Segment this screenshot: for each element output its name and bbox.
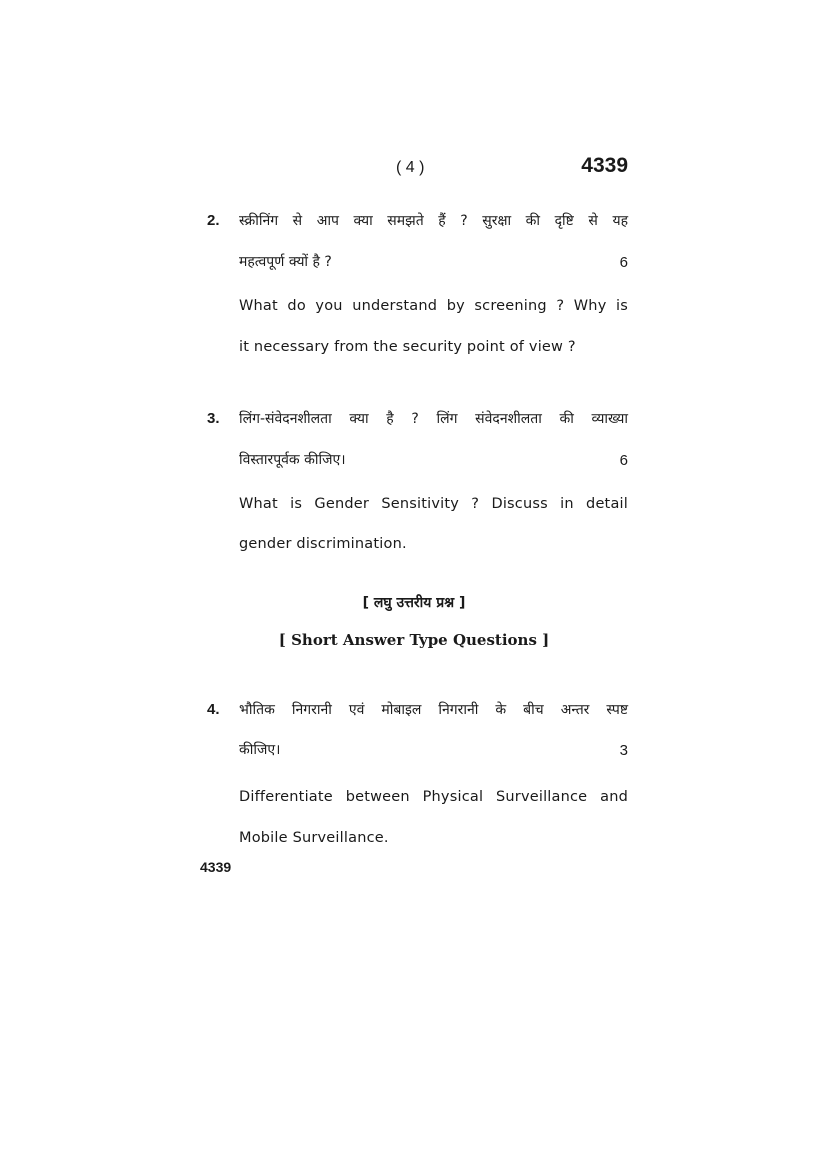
question-hindi-line: विस्तारपूर्वक कीजिए। bbox=[239, 452, 346, 468]
question-hindi-line: महत्वपूर्ण क्यों है ? bbox=[239, 254, 332, 270]
page-number: ( 4 ) bbox=[396, 159, 425, 176]
question-marks: 6 bbox=[619, 254, 628, 271]
question-hindi-line: लिंग-संवेदनशीलता क्या है ? लिंग संवेदनशीलता की व्याख्या bbox=[239, 411, 628, 427]
question-english-line: Mobile Surveillance. bbox=[239, 830, 389, 846]
question-marks: 6 bbox=[619, 452, 628, 469]
question-english-line: What do you understand by screening ? Why is bbox=[239, 298, 628, 314]
paper-code: 4339 bbox=[581, 154, 628, 177]
question-english-line: it necessary from the security point of view ? bbox=[239, 339, 576, 355]
question-hindi-line: स्क्रीनिंग से आप क्या समझते हैं ? सुरक्षा की दृष्टि से यह bbox=[239, 213, 628, 229]
question-english-line: gender discrimination. bbox=[239, 536, 407, 552]
footer-paper-code: 4339 bbox=[200, 859, 232, 875]
question-number: 3. bbox=[207, 410, 220, 427]
section-title-english: [ Short Answer Type Questions ] bbox=[278, 631, 550, 649]
question-english-line: Differentiate between Physical Surveillance and bbox=[239, 789, 628, 805]
question-hindi-line: भौतिक निगरानी एवं मोबाइल निगरानी के बीच अन्तर स्पष्ट bbox=[239, 702, 628, 718]
question-number: 4. bbox=[207, 701, 220, 718]
question-hindi-line: कीजिए। bbox=[239, 742, 281, 758]
section-title-hindi: [ लघु उत्तरीय प्रश्न ] bbox=[362, 595, 466, 611]
question-number: 2. bbox=[207, 212, 220, 229]
question-marks: 3 bbox=[619, 742, 628, 759]
question-english-line: What is Gender Sensitivity ? Discuss in detail bbox=[239, 496, 628, 512]
